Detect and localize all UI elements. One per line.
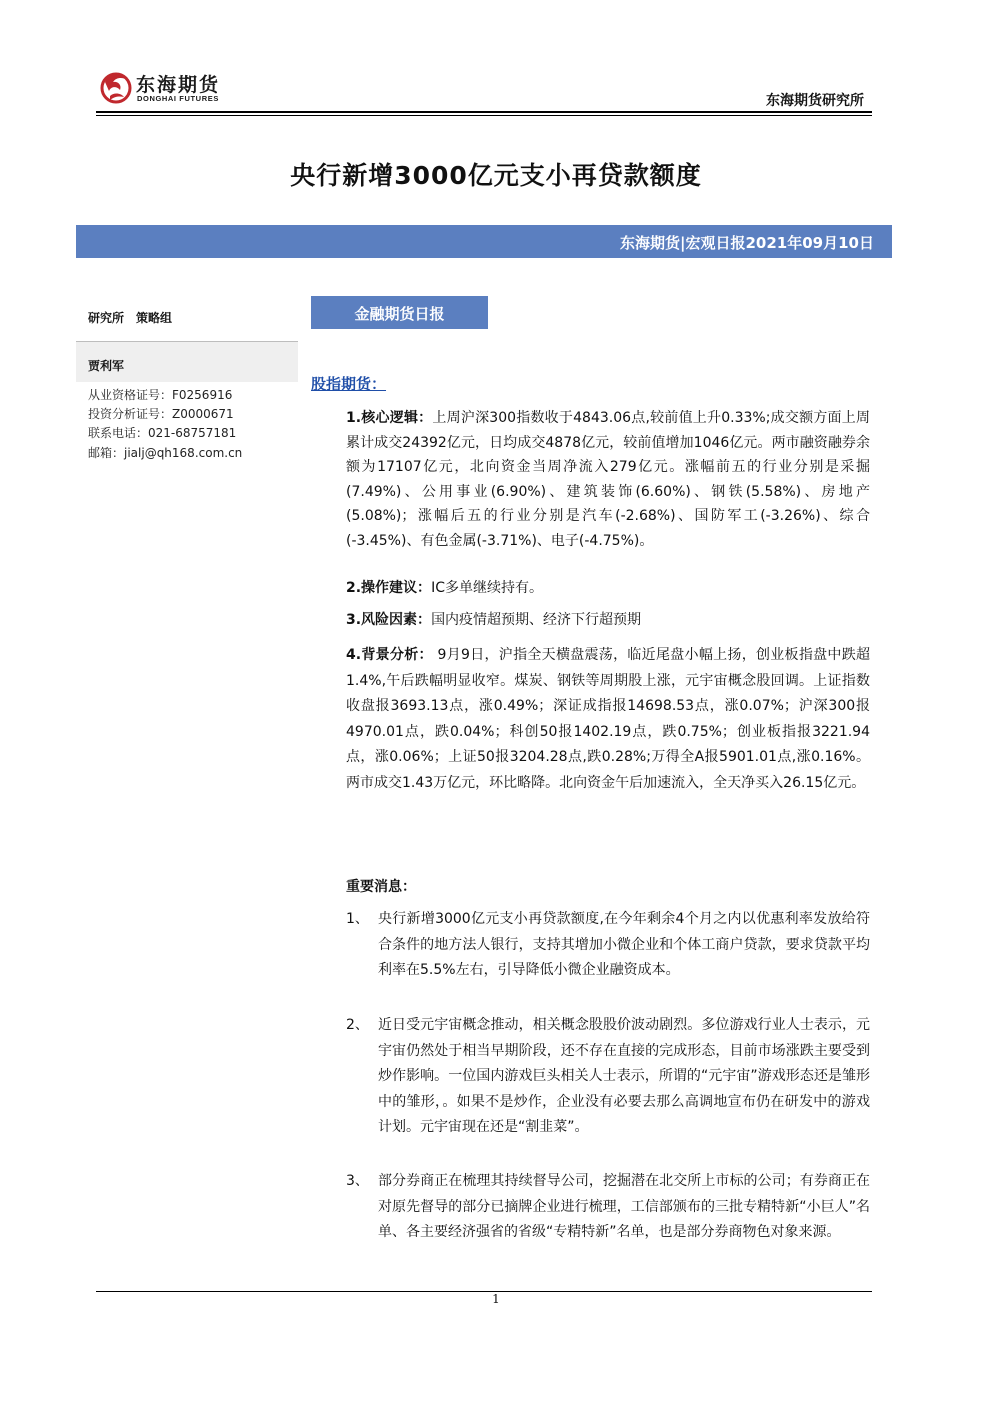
point-text: 上周沪深300指数收于4843.06点,较前值上升0.33%;成交额方面上周累计成交24392亿元，日均成交4878亿元，较前值增加1046亿元。两市融资融券余额为17107亿元，北向资金当周净流入279亿元。涨幅前五的行业分别是采掘(7.49%)、公用事业(6.90%)、建筑装饰(6.60%)、钢铁(5.58%)、房地产(5.08%)；涨幅后五的行业分别是汽车(-2.68%)、国防军工(-3.26%)、综合(-3.45%)、有色金属(-3.71%)、电子(-4.75%)。 (346, 410, 870, 549)
news-item (346, 907, 870, 984)
core-logic-paragraph (346, 406, 870, 553)
report-banner-text: 东海期货|宏观日报2021年09月10日 (620, 234, 874, 252)
analyst-certificate-number: 投资分析证号：Z0000671 (88, 407, 234, 421)
header-rule (96, 111, 872, 113)
point-text: 9月9日，沪指全天横盘震荡，临近尾盘小幅上扬，创业板指盘中跌超1.4%,午后跌幅明显收窄。煤炭、钢铁等周期股上涨，元宇宙概念股回调。上证指数收盘报3693.13点，涨0.49%；深证成指报14698.53点，涨0.07%；沪深300报4970.01点，跌0.04%；科创50报1402.19点，跌0.75%；创业板指报3221.94点，涨0.06%；上证50报3204.28点,跌0.28%;万得全A报5901.01点,涨0.16%。两市成交1.43万亿元，环比略降。北向资金午后加速流入，全天净买入26.15亿元。 (346, 647, 871, 791)
dragon-logo-icon (96, 66, 136, 106)
point-label: 3.风险因素： (346, 612, 432, 628)
contact-phone: 联系电话：021-68757181 (88, 426, 237, 440)
operation-advice-paragraph (346, 576, 870, 601)
page-number: 1 (492, 1292, 500, 1306)
logo-chinese-text: 东海期货 (136, 74, 221, 96)
news-number: 1、 (346, 911, 369, 927)
news-text: 近日受元宇宙概念推动，相关概念股股价波动剧烈。多位游戏行业人士表示，元宇宙仍然处于相当早期阶段，还不存在直接的完成形态，目前市场涨跌主要受到炒作影响。一位国内游戏巨头相关人士表示，所谓的“元宇宙”游戏形态还是雏形中的雏形，。如果不是炒作，企业没有必要去那么高调地宣布仍在研发中的游戏计划。元宇宙现在还是“割韭菜”。 (378, 1017, 870, 1136)
point-label: 2.操作建议： (346, 580, 432, 596)
department-label: 研究所 策略组 (88, 311, 173, 325)
page-title: 央行新增3000亿元支小再贷款额度 (290, 161, 702, 190)
point-text: 国内疫情超预期、经济下行超预期 (431, 612, 642, 628)
contact-email: 邮箱：jialj@qh168.com.cn (88, 446, 243, 460)
point-label: 1.核心逻辑： (346, 410, 433, 426)
news-item (346, 1169, 870, 1246)
news-text: 部分券商正在梳理其持续督导公司，挖掘潜在北交所上市标的公司；有券商正在对原先督导的部分已摘牌企业进行梳理，工信部颁布的三批专精特新“小巨人”名单、各主要经济强省的省级“专精特新”名单，也是部分券商物色对象来源。 (378, 1173, 870, 1241)
logo-english-text: DONGHAI FUTURES (137, 94, 219, 103)
point-text: IC多单继续持有。 (431, 580, 543, 596)
news-number: 2、 (346, 1017, 369, 1033)
news-heading: 重要消息： (346, 879, 416, 895)
news-text: 央行新增3000亿元支小再贷款额度,在今年剩余4个月之内以优惠利率发放给符合条件的地方法人银行，支持其增加小微企业和个体工商户贷款，要求贷款平均利率在5.5%左右，引导降低小微企业融资成本。 (378, 911, 870, 979)
author-box (76, 342, 298, 382)
header-institute: 东海期货研究所 (766, 93, 864, 109)
qualification-number: 从业资格证号：F0256916 (88, 388, 233, 402)
news-number: 3、 (346, 1173, 369, 1189)
report-banner (76, 225, 892, 258)
section-tab (311, 296, 488, 329)
background-analysis-paragraph (346, 643, 870, 796)
point-label: 4.背景分析： (346, 647, 433, 663)
section-tab-label: 金融期货日报 (354, 305, 445, 323)
company-logo (96, 66, 236, 106)
header-rule-thin (96, 115, 872, 116)
risk-factors-paragraph (346, 608, 870, 633)
section-subheading: 股指期货： (311, 375, 387, 393)
author-name: 贾利军 (88, 359, 125, 373)
news-item (346, 1013, 870, 1141)
